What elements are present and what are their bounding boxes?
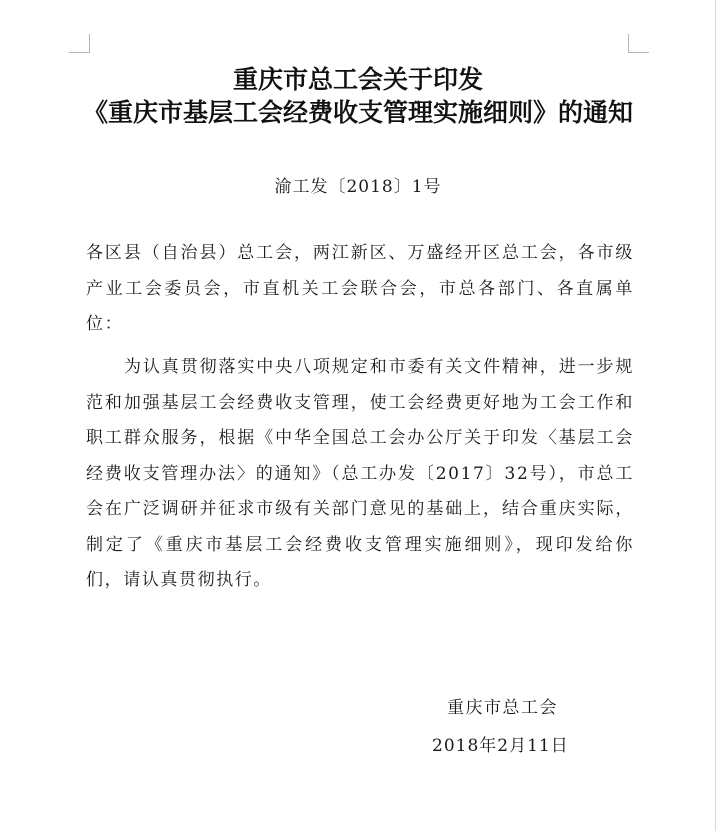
crop-mark-top-left — [69, 34, 90, 53]
signature-date: 2018年2月11日 — [432, 736, 569, 756]
document-title-line2: 《重庆市基层工会经费收支管理实施细则》的通知 — [82, 98, 633, 127]
document-title-line1: 重庆市总工会关于印发 — [232, 65, 483, 94]
signature-organization: 重庆市总工会 — [447, 698, 558, 718]
document-number: 渝工发〔2018〕1号 — [274, 177, 442, 197]
salutation: 各区县（自治县）总工会，两江新区、万盛经开区总工会，各市级产业工会委员会，市直机关工会联合会，市总各部门、各直属单位： — [86, 243, 634, 334]
crop-mark-top-right — [628, 34, 649, 53]
body-paragraph: 为认真贯彻落实中央八项规定和市委有关文件精神，进一步规范和加强基层工会经费收支管理，使工会经费更好地为工会工作和职工群众服务，根据《中华全国总工会办公厅关于印发〈基层工会经费收支管理办法〉的通知》（总工办发〔2017〕32号），市总工会在广泛调研并征求市级有关部门意见的基础上，结合重庆实际，制定了《重庆市基层工会经费收支管理实施细则》，现印发给你们，请认真贯彻执行。 — [86, 357, 634, 590]
